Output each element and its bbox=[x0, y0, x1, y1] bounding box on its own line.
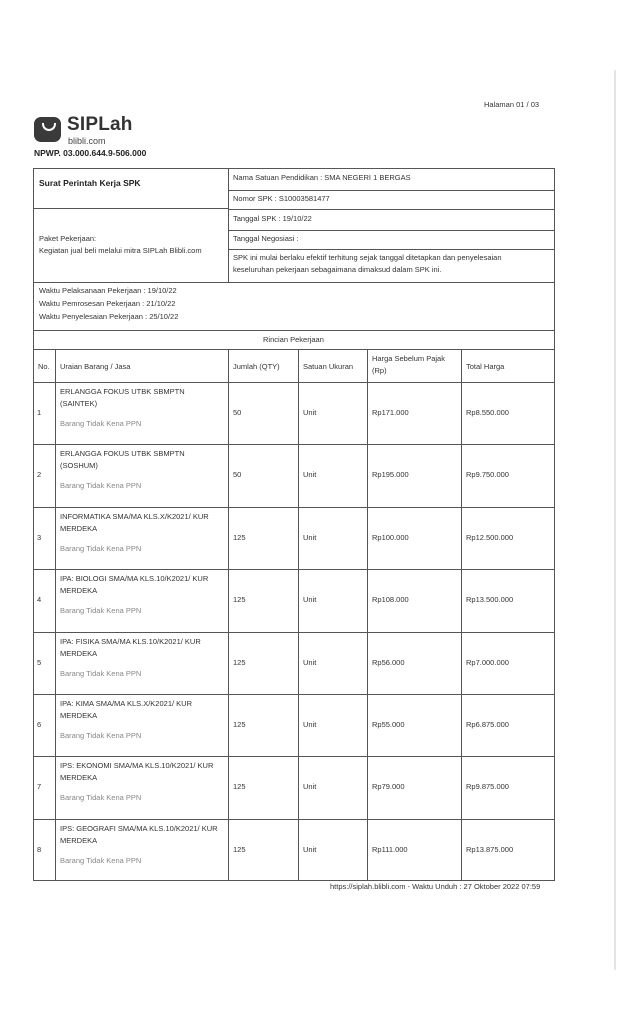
item-no: 5 bbox=[37, 657, 42, 667]
item-no: 4 bbox=[37, 595, 42, 605]
col-uraian: Uraian Barang / Jasa bbox=[60, 362, 131, 371]
waktu-penyelesaian: Waktu Penyelesaian Pekerjaan : 25/10/22 bbox=[39, 312, 179, 321]
item-note: Barang Tidak Kena PPN bbox=[60, 606, 142, 616]
row-divider bbox=[33, 632, 555, 633]
row-divider bbox=[33, 444, 555, 445]
item-name: ERLANGGA FOKUS UTBK SBMPTN (SOSHUM) bbox=[60, 449, 185, 471]
item-unit: Unit bbox=[303, 782, 317, 792]
item-name: IPS: GEOGRAFI SMA/MA KLS.10/K2021/ KUR MERDEKA bbox=[60, 823, 218, 845]
item-no: 6 bbox=[37, 720, 42, 729]
item-note: Barang Tidak Kena PPN bbox=[60, 731, 142, 740]
item-price: Rp100.000 bbox=[372, 532, 409, 542]
col-harga: Harga Sebelum Pajak (Rp) bbox=[372, 354, 445, 375]
item-qty: 125 bbox=[233, 844, 246, 854]
item-unit: Unit bbox=[303, 595, 317, 605]
item-unit: Unit bbox=[303, 844, 317, 854]
item-note: Barang Tidak Kena PPN bbox=[60, 481, 142, 491]
row-divider bbox=[33, 819, 555, 820]
item-price: Rp108.000 bbox=[372, 595, 409, 605]
item-qty: 125 bbox=[233, 532, 246, 542]
waktu-pelaksanaan: Waktu Pelaksanaan Pekerjaan : 19/10/22 bbox=[39, 286, 177, 295]
item-qty: 125 bbox=[233, 782, 246, 792]
item-note: Barang Tidak Kena PPN bbox=[60, 793, 142, 803]
item-no: 2 bbox=[37, 470, 42, 480]
item-no: 1 bbox=[37, 408, 42, 417]
item-name: ERLANGGA FOKUS UTBK SBMPTN (SAINTEK) bbox=[60, 387, 185, 408]
item-total: Rp6.875.000 bbox=[466, 720, 509, 729]
paket-value: Kegiatan jual beli melalui mitra SIPLah Blibli.com bbox=[39, 246, 202, 255]
row-divider bbox=[33, 569, 555, 570]
row-divider bbox=[33, 756, 555, 757]
item-total: Rp13.500.000 bbox=[466, 595, 514, 605]
item-note: Barang Tidak Kena PPN bbox=[60, 855, 142, 865]
item-price: Rp55.000 bbox=[372, 720, 405, 729]
download-footer: https://siplah.blibli.com - Waktu Unduh : 27 Oktober 2022 07:59 bbox=[330, 882, 541, 891]
col-jumlah: Jumlah (QTY) bbox=[233, 362, 280, 371]
item-total: Rp13.875.000 bbox=[466, 844, 514, 854]
waktu-pemrosesan: Waktu Pemrosesan Pekerjaan : 21/10/22 bbox=[39, 299, 176, 308]
item-note: Barang Tidak Kena PPN bbox=[60, 543, 142, 553]
item-price: Rp195.000 bbox=[372, 470, 409, 480]
item-total: Rp8.550.000 bbox=[466, 408, 509, 417]
page-number: Halaman 01 / 03 bbox=[484, 100, 540, 109]
item-total: Rp9.750.000 bbox=[466, 470, 509, 480]
item-price: Rp111.000 bbox=[372, 844, 408, 854]
item-price: Rp171.000 bbox=[372, 408, 409, 417]
col-total: Total Harga bbox=[466, 362, 505, 371]
spk-keterangan: SPK ini mulai berlaku efektif terhitung sejak tanggal ditetapkan dan penyelesaian keseluruhan pekerjaan sebagaimana dimaksud dalam SPK ini. bbox=[233, 253, 502, 274]
item-no: 3 bbox=[37, 532, 42, 542]
item-total: Rp9.875.000 bbox=[466, 782, 509, 792]
col-satuan: Satuan Ukuran bbox=[303, 362, 354, 371]
item-total: Rp7.000.000 bbox=[466, 657, 509, 667]
nama-satuan-pendidikan: Nama Satuan Pendidikan : SMA NEGERI 1 BERGAS bbox=[233, 173, 411, 182]
item-name: IPS: EKONOMI SMA/MA KLS.10/K2021/ KUR MERDEKA bbox=[60, 761, 214, 783]
item-name: INFORMATIKA SMA/MA KLS.X/K2021/ KUR MERDEKA bbox=[60, 511, 209, 533]
item-unit: Unit bbox=[303, 470, 317, 480]
row-divider bbox=[33, 694, 555, 695]
item-qty: 125 bbox=[233, 720, 246, 729]
logo-brand: SIPLah bbox=[67, 114, 133, 135]
item-qty: 50 bbox=[233, 470, 242, 480]
item-qty: 50 bbox=[233, 408, 242, 417]
npwp-number: NPWP. 03.000.644.9-506.000 bbox=[34, 148, 147, 158]
item-note: Barang Tidak Kena PPN bbox=[60, 668, 142, 678]
item-name: IPA: FISIKA SMA/MA KLS.10/K2021/ KUR MERDEKA bbox=[60, 636, 201, 658]
item-unit: Unit bbox=[303, 408, 317, 417]
item-name: IPA: KIMA SMA/MA KLS.X/K2021/ KUR MERDEKA bbox=[60, 699, 192, 720]
item-qty: 125 bbox=[233, 657, 246, 667]
col-no: No. bbox=[38, 362, 50, 371]
item-qty: 125 bbox=[233, 595, 246, 605]
item-unit: Unit bbox=[303, 532, 317, 542]
item-no: 8 bbox=[37, 844, 42, 854]
tanggal-spk: Tanggal SPK : 19/10/22 bbox=[233, 214, 312, 223]
item-unit: Unit bbox=[303, 657, 317, 667]
nomor-spk: Nomor SPK : S10003581477 bbox=[233, 194, 330, 203]
tanggal-negosiasi: Tanggal Negosiasi : bbox=[233, 234, 299, 243]
item-price: Rp79.000 bbox=[372, 782, 405, 792]
paket-label: Paket Pekerjaan: bbox=[39, 234, 97, 243]
item-note: Barang Tidak Kena PPN bbox=[60, 419, 142, 428]
item-total: Rp12.500.000 bbox=[466, 532, 514, 542]
logo-subtitle: blibli.com bbox=[68, 136, 106, 146]
scan-edge bbox=[614, 70, 616, 970]
item-name: IPA: BIOLOGI SMA/MA KLS.10/K2021/ KUR MERDEKA bbox=[60, 574, 209, 596]
row-divider bbox=[33, 507, 555, 508]
item-no: 7 bbox=[37, 782, 42, 792]
document-title: Surat Perintah Kerja SPK bbox=[39, 178, 141, 188]
shopping-bag-icon bbox=[34, 117, 61, 142]
rincian-title: Rincian Pekerjaan bbox=[263, 335, 324, 344]
item-unit: Unit bbox=[303, 720, 317, 729]
item-price: Rp56.000 bbox=[372, 657, 405, 667]
